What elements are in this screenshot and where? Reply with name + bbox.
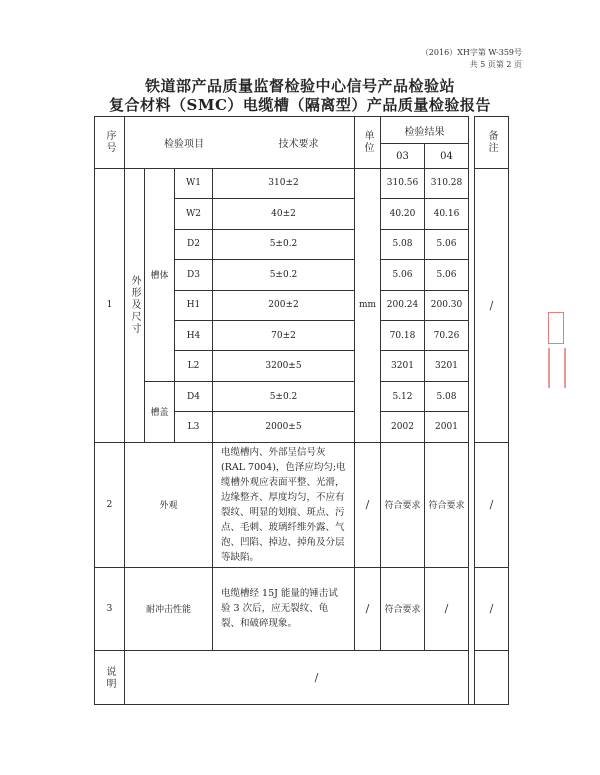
doc-ref-number: （2016）XH字第 W-359号 xyxy=(420,48,522,57)
group3-remark: / xyxy=(475,567,509,650)
header-requirement: 技术要求 xyxy=(278,138,319,150)
group1-category: 外形及尺寸 xyxy=(125,168,145,442)
result-03: 2002 xyxy=(381,412,425,442)
group3-seq: 3 xyxy=(95,567,125,650)
group3-result-03: 符合要求 xyxy=(381,567,425,650)
group3-unit: / xyxy=(355,567,381,650)
result-04: 200.30 xyxy=(425,290,469,320)
dim-code: H4 xyxy=(175,321,213,351)
group1-unit: mm xyxy=(355,168,381,442)
header-result: 检验结果 xyxy=(381,117,469,144)
report-table xyxy=(94,116,509,705)
group2-result-03: 符合要求 xyxy=(381,442,425,567)
result-03: 40.20 xyxy=(381,199,425,229)
header-unit: 单位 xyxy=(355,117,381,169)
result-03: 5.12 xyxy=(381,381,425,411)
dim-code: D2 xyxy=(175,229,213,259)
result-04: 5.08 xyxy=(425,381,469,411)
dim-requirement: 200±2 xyxy=(213,290,355,320)
dim-code: L2 xyxy=(175,351,213,381)
result-04: 70.26 xyxy=(425,321,469,351)
dim-code: W2 xyxy=(175,199,213,229)
header-remark: 备注 xyxy=(475,117,509,169)
group3-item: 耐冲击性能 xyxy=(125,567,213,650)
result-04: 40.16 xyxy=(425,199,469,229)
dim-requirement: 310±2 xyxy=(213,168,355,198)
group2-result-04: 符合要求 xyxy=(425,442,469,567)
group1-sub-cover: 槽盖 xyxy=(145,381,175,442)
header-item: 检验项目 xyxy=(164,138,204,150)
dim-requirement: 5±0.2 xyxy=(213,260,355,290)
red-seal-mark xyxy=(548,312,564,344)
result-03: 310.56 xyxy=(381,168,425,198)
group2-seq: 2 xyxy=(95,442,125,567)
result-03: 200.24 xyxy=(381,290,425,320)
station-title: 铁道部产品质量监督检验中心信号产品检验站 xyxy=(144,77,455,95)
dim-requirement: 5±0.2 xyxy=(213,229,355,259)
group3-result-04: / xyxy=(425,567,469,650)
document-reference xyxy=(421,47,522,71)
dim-requirement: 40±2 xyxy=(213,199,355,229)
group2-unit: / xyxy=(355,442,381,567)
note-label: 说明 xyxy=(95,651,125,705)
result-04: 5.06 xyxy=(425,229,469,259)
dim-requirement: 2000±5 xyxy=(213,412,355,442)
report-title: 复合材料（SMC）电缆槽（隔离型）产品质量检验报告 xyxy=(109,96,491,114)
group2-requirement: 电缆槽内、外部呈信号灰(RAL 7004)，色泽应均匀;电缆槽外观应表面平整、光滑，边缘整齐、厚度均匀，不应有裂纹、明显的划痕、斑点、污点、毛刺、玻璃纤维外露、气泡、凹陷、掉边、掉角及分层等缺陷。 xyxy=(213,442,355,567)
header-item-requirement xyxy=(125,117,355,169)
dim-code: L3 xyxy=(175,412,213,442)
group1-remark: / xyxy=(475,168,509,442)
result-04: 5.06 xyxy=(425,260,469,290)
group2-remark: / xyxy=(475,442,509,567)
dim-code: D3 xyxy=(175,260,213,290)
group1-seq: 1 xyxy=(95,168,125,442)
group3-requirement: 电缆槽经 15J 能量的锤击试验 3 次后，应无裂纹、龟裂、和破碎现象。 xyxy=(213,567,355,650)
dim-requirement: 70±2 xyxy=(213,321,355,351)
group2-item: 外观 xyxy=(125,442,213,567)
header-sample-04: 04 xyxy=(425,144,469,168)
result-04: 3201 xyxy=(425,351,469,381)
dim-requirement: 3200±5 xyxy=(213,351,355,381)
dim-code: W1 xyxy=(175,168,213,198)
header-seq: 序号 xyxy=(95,117,125,169)
result-03: 5.08 xyxy=(381,229,425,259)
dim-code: H1 xyxy=(175,290,213,320)
result-04: 310.28 xyxy=(425,168,469,198)
group1-sub-body: 槽体 xyxy=(145,168,175,381)
dim-code: D4 xyxy=(175,381,213,411)
result-04: 2001 xyxy=(425,412,469,442)
result-03: 5.06 xyxy=(381,260,425,290)
header-sample-03: 03 xyxy=(381,144,425,168)
note-content: / xyxy=(125,651,509,705)
result-03: 70.18 xyxy=(381,321,425,351)
result-03: 3201 xyxy=(381,351,425,381)
dim-requirement: 5±0.2 xyxy=(213,381,355,411)
red-seal-mark xyxy=(548,348,566,388)
page-info: 共 5 页第 2 页 xyxy=(469,60,522,69)
